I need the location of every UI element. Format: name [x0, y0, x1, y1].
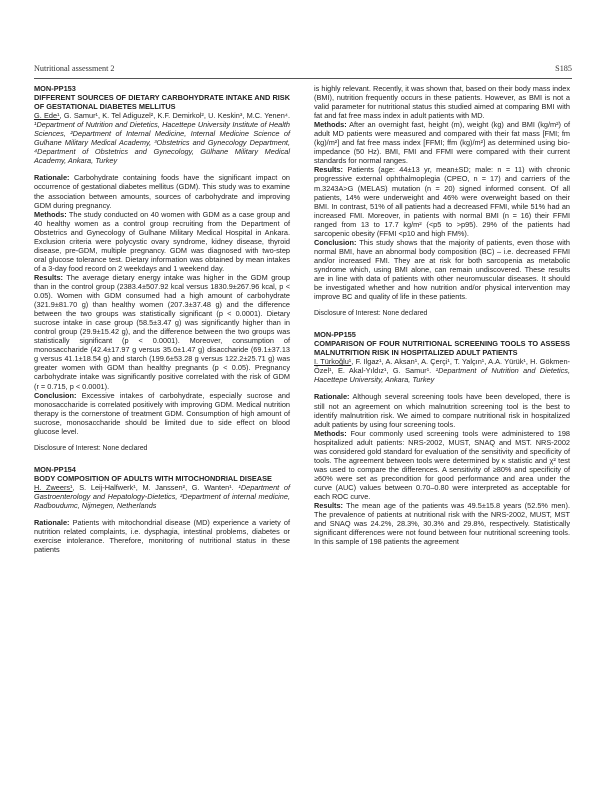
co-authors: , S. Leij-Halfwerk¹, M. Janssen², G. Wanten¹. [72, 482, 234, 492]
running-header [34, 64, 572, 76]
page-number: S185 [555, 64, 572, 73]
disclosure-of-interest: Disclosure of Interest: None declared [314, 310, 428, 318]
section-rationale: Rationale: Although several screening tools have been developed, there is still not an agreement on which malnutrition screening tool is the best to identify malnutrition risk. We aimed to compare nutritional risk in hospitalized adult patients by using four screening tools. [314, 392, 570, 429]
section-rationale: Rationale: Carbohydrate containing foods have the significant impact on occurrence of gestational diabetes mellitus (GDM). This study was to examine the association between amounts, sources of carbohydrate and improving GDM during pregnancy. [34, 173, 290, 210]
abstract-title: BODY COMPOSITION OF ADULTS WITH MITOCHONDRIAL DISEASE [34, 473, 272, 483]
presenting-author: H. Zweers¹ [34, 482, 73, 492]
co-authors: , F. Ilgaz¹, A. Aksan¹, A. Çerçi¹, T. Yalçın¹, A.A. Yürük¹, H. Gökmen-Özel¹, E. Akal-Yıldız¹, G. Samur¹. [314, 357, 570, 376]
author-list [34, 111, 290, 165]
author-list [314, 357, 570, 384]
abstract-title: DIFFERENT SOURCES OF DIETARY CARBOHYDRATE INTAKE AND RISK OF GESTATIONAL DIABETES MELLITUS [34, 93, 290, 112]
section-methods: Methods: Four commonly used screening tools were administered to 198 hospitalized adult patients: NRS-2002, MUST, SNAQ and MST. NRS-2002 was considered gold standard for evaluation of the sensitivity and specificity of tools. The agreement between tools were determined by κ statistic and χ² test was used to compare the differences. A sensitivity of ≥80% and specificity of ≥60% were set as precondition for good performance and area under the curve (AUC) values between 0.70–0.80 were interpreted as acceptable for each ROC curve. [314, 428, 570, 501]
rationale-continuation: is highly relevant. Recently, it was shown that, based on their body mass index (BMI), nutrition frequently occurs in these patients. However, as BMI is not a valid parameter for nutritional status this studied aimed at comparing BMI with fat and fat free mass index in adult patients with MD. [314, 84, 570, 121]
abstract-id: MON-PP155 [314, 330, 356, 340]
author-list [34, 483, 290, 510]
abstract-mon-pp154 [34, 465, 290, 554]
affiliations: ¹Department of Gastroenterology and Hepatology-Dietetics, ²Department of internal medicine, Radboudumc, Nijmegen, Netherlands [34, 482, 291, 511]
section-results: Results: Patients (age: 44±13 yr, mean±SD; male: n = 11) with chronic progressive external ophthalmoplegia (CPEO, n = 17) and carriers of the m.3243A>G (MELAS) mutation (n = 20) signed informed consent. Of all patients, 14% were underweight and 46% were overweight based on their BMI. In contrast, 51% of all patients had a decreased FFMI, while 51% had an increased FMI. Moreover, in patients with normal BMI (n = 16) their FFMI ranged from 13 to 17.7 kg/m² (<p5 to >p95). 29% of the patients had sarcopenic obesity (FFMI <p10 and high FM%). [314, 165, 570, 238]
left-column [34, 84, 290, 563]
section-results: Results: The mean age of the patients was 49.5±15.8 years (52.5% men). The prevalence of patients at nutritional risk with the NRS-2002, MUST, MST and SNAQ was 24.2%, 28.3%, 30.3% and 29.8%, respectively. Statistically significant differences were not found between four nutritional screening tools. In this sample of 198 patients the agreement [314, 501, 570, 547]
section-rationale: Rationale: Patients with mitochondrial disease (MD) experience a variety of nutrition related complaints, i.e. dysphagia, intestinal problems, diabetes or exercise intolerance. Therefore, monitoring of nutritional status in these patients [34, 518, 290, 555]
right-column [314, 84, 570, 555]
abstract-mon-pp154-continued [314, 84, 570, 318]
presenting-author: I. Türkoğlu¹ [314, 357, 352, 367]
section-methods: Methods: The study conducted on 40 women with GDM as a case group and 40 healthy women as a control group recruiting from the Department of Obstetrics and Gynecology of Gulhane Military Medical Hospital in Ankara. Exclusion criteria were polycystic ovary syndrome, kidney disease, thyroid disease, pre-GDM, multiple pregnancy. GDM was diagnosed with two-step oral glucose tolerance test. Dietary information was obtained by mean intakes of a 3-day food record on 2 weekdays and 1 weekend day. [34, 209, 290, 273]
section-conclusion: Conclusion: Excessive intakes of carbohydrate, especially sucrose and monosaccharide is correlated positively with improving GDM. Medical nutrition therapy is the cornerstone of treatment GDM. Consumption of high amount of sucrose, monosaccharide should be limited due to side effect on blood glucose level. [34, 390, 290, 436]
section-results: Results: The average dietary energy intake was higher in the GDM group than in the control group (2383.4±507.92 kcal versus 1830.9±267.96 kcal, p < 0.05). Women with GDM consumed had a high amount of carbohydrate (321.9±81.70 g) than healthy women (207.3±37.48 g) and the difference between the two groups was statistically significant (p < 0.0001). Dietary sucrose intake in case group (58.5±3.47 g) was significantly higher than in control group (29.9±15.42 g), and the difference between the two groups was statistically significant (p < 0.0001). Moreover, consumption of monosaccharide (42.4±17.97 g versus 35.0±1.47 g) disaccharide (69.1±37.13 g versus 41.1±18.54 g) and starch (199.6±53.28 g versus 122.2±25.71 g) was greater women with GDM than healthy pregnants (p < 0.05). Pregnancy carbohydrate intake was significantly positive correlated with the risk of GDM (r = 0.715, p < 0.0001). [34, 272, 290, 391]
affiliations: ¹Department of Nutrition and Dietetics, Hacettepe University Institute of Health Sciences, ²Department of Internal Medicine, Internal Medicine Science of Gulhane Military Medical Academy, ³Obstetrics and Gynecology Department, ⁴Department of Obstetrics and Gynecology, Gülhane Military Medical Academy, Ankara, Turkey [34, 120, 290, 166]
abstract-title: COMPARISON OF FOUR NUTRITIONAL SCREENING TOOLS TO ASSESS MALNUTRITION RISK IN HOSPITALIZED ADULT PATIENTS [314, 339, 570, 358]
section-conclusion: Conclusion: This study shows that the majority of patients, even those with normal BMI, have an abnormal body composition (BC) – i.e. decreased FFMI and/or increased FMI. They are at risk for both sarcopenia as metabolic syndrome which, using BMI alone, can remain undiscovered. These results are in line with data of patients with other neuromuscular diseases. It should be investigated whether and how nutrition and/or physical intervention may improve BC and quality of life in these patients. [314, 237, 570, 302]
header-rule [34, 78, 572, 79]
abstract-id: MON-PP153 [34, 84, 76, 93]
disclosure-of-interest: Disclosure of Interest: None declared [34, 444, 148, 452]
presenting-author: G. Ede¹ [34, 111, 60, 121]
abstract-mon-pp155 [314, 330, 570, 546]
affiliations: ¹Department of Nutrition and Dietetics, Hacettepe University, Ankara, Turkey [314, 366, 571, 385]
co-authors: , G. Samur¹, K. Tel Adiguzel², K.F. Demirkol², U. Keskin³, M.C. Yenen⁴. [59, 111, 290, 121]
running-header-section: Nutritional assessment 2 [34, 64, 115, 73]
section-methods: Methods: After an overnight fast, height (m), weight (kg) and BMI (kg/m²) of adult MD patients were measured and compared with their fat mass [FMI; fm (kg)/m²] and fat free mass index [FFMI; ffm (kg)/m²] as determined using bio-impedance (50 Hz). BMI, FMI and FFMI were compared with their current standards for normal ranges. [314, 120, 570, 166]
abstract-mon-pp153 [34, 84, 290, 453]
abstract-id: MON-PP154 [34, 464, 76, 474]
